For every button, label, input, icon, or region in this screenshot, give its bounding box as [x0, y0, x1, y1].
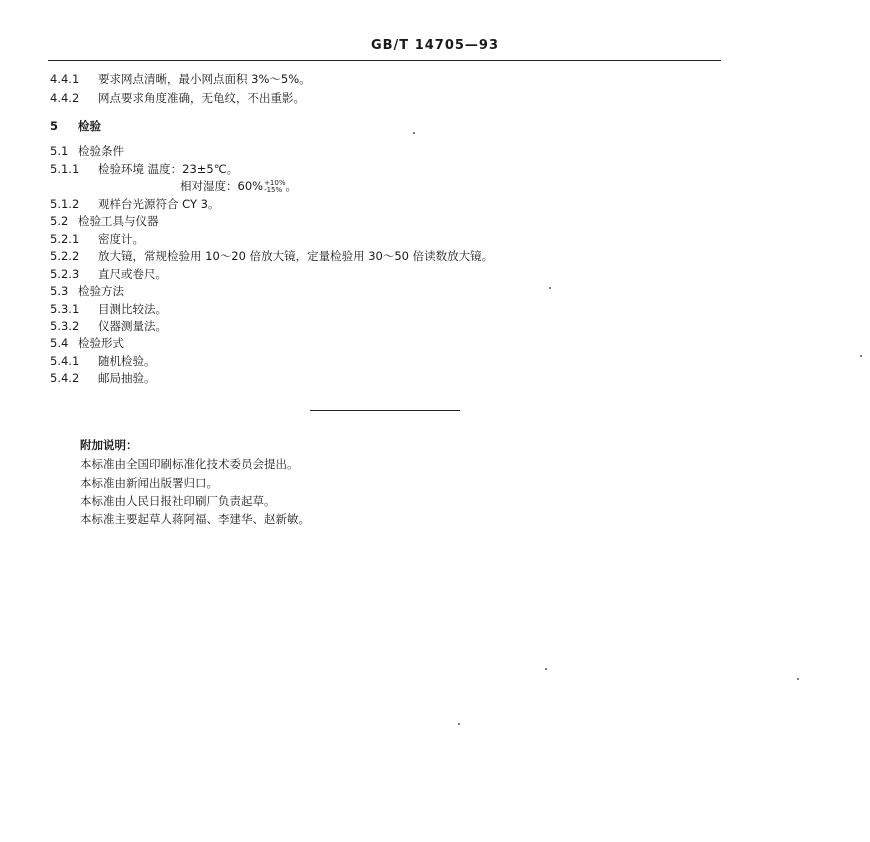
clause-4-4-2	[50, 91, 305, 105]
clause-number: 5.2.1	[50, 232, 80, 246]
clause-4-4-1	[50, 72, 311, 86]
clause-text: 密度计。	[98, 232, 144, 246]
tolerance-lower: -15%	[264, 185, 283, 194]
clause-number: 5.4	[50, 336, 69, 350]
clause-text: 目测比较法。	[98, 302, 167, 316]
clause-number: 5.4.2	[50, 371, 80, 385]
note-item: 本标准由新闻出版署归口。	[80, 476, 218, 490]
clause-number: 5.3.1	[50, 302, 80, 316]
clause-5-3-1	[50, 302, 167, 316]
note-item: 本标准由人民日报社印刷厂负责起草。	[80, 494, 276, 508]
humidity-text: 相对湿度：60%	[180, 179, 264, 193]
clause-5-3-2	[50, 319, 167, 333]
clause-number: 5.1.2	[50, 197, 80, 211]
clause-5-4-2	[50, 371, 156, 385]
clause-5-1-2	[50, 197, 219, 211]
note-item: 本标准由全国印刷标准化技术委员会提出。	[80, 457, 299, 471]
standard-code-header: GB/T 14705—93	[370, 38, 500, 53]
clause-text: 随机检验。	[98, 354, 156, 368]
clause-5-2-3	[50, 267, 167, 281]
clause-number: 5.2.3	[50, 267, 80, 281]
section-number: 5	[50, 119, 59, 133]
clause-text: 仪器测量法。	[98, 319, 167, 333]
clause-5-4-1	[50, 354, 156, 368]
clause-number: 5.3.2	[50, 319, 80, 333]
end-of-text-rule	[310, 410, 460, 411]
clause-5-2-2	[50, 249, 493, 263]
scan-speck	[458, 723, 460, 725]
clause-text: 检验形式	[78, 336, 124, 350]
scan-speck	[545, 668, 547, 670]
clause-5-3	[50, 284, 124, 298]
clause-number: 4.4.1	[50, 72, 80, 86]
section-title-text: 检验	[78, 119, 101, 133]
header-rule	[48, 60, 721, 61]
clause-text: 检验方法	[78, 284, 124, 298]
humidity-tolerance	[264, 180, 285, 194]
clause-text: 检验条件	[78, 144, 124, 158]
clause-text: 检验工具与仪器	[78, 214, 159, 228]
scan-speck	[549, 287, 551, 289]
clause-5-2-1	[50, 232, 144, 246]
clause-number: 4.4.2	[50, 91, 80, 105]
notes-title: 附加说明：	[80, 438, 138, 452]
humidity-line	[180, 179, 297, 194]
scan-speck	[860, 355, 862, 357]
clause-number: 5.2.2	[50, 249, 80, 263]
tolerance-upper: +10%	[264, 178, 286, 187]
clause-number: 5.1.1	[50, 162, 80, 176]
clause-5-1-1	[50, 162, 238, 176]
clause-text: 放大镜，常规检验用 10～20 倍放大镜，定量检验用 30～50 倍读数放大镜。	[98, 249, 494, 263]
scan-speck	[413, 132, 415, 134]
clause-5-2	[50, 214, 159, 228]
clause-number: 5.1	[50, 144, 69, 158]
clause-5-1	[50, 144, 124, 158]
clause-5-4	[50, 336, 124, 350]
clause-text: 检验环境 温度：23±5℃。	[98, 162, 239, 176]
clause-text: 观样台光源符合 CY 3。	[98, 197, 220, 211]
section-5-title	[50, 119, 101, 133]
clause-number: 5.3	[50, 284, 69, 298]
note-item: 本标准主要起草人蒋阿福、李建华、赵新敏。	[80, 512, 310, 526]
clause-number: 5.2	[50, 214, 69, 228]
scan-speck	[797, 678, 799, 680]
clause-text: 直尺或卷尺。	[98, 267, 167, 281]
humidity-suffix: 。	[285, 179, 297, 193]
clause-text: 邮局抽验。	[98, 371, 156, 385]
clause-number: 5.4.1	[50, 354, 80, 368]
clause-text: 网点要求角度准确，无龟纹，不出重影。	[98, 91, 305, 105]
clause-text: 要求网点清晰，最小网点面积 3%～5%。	[98, 72, 311, 86]
